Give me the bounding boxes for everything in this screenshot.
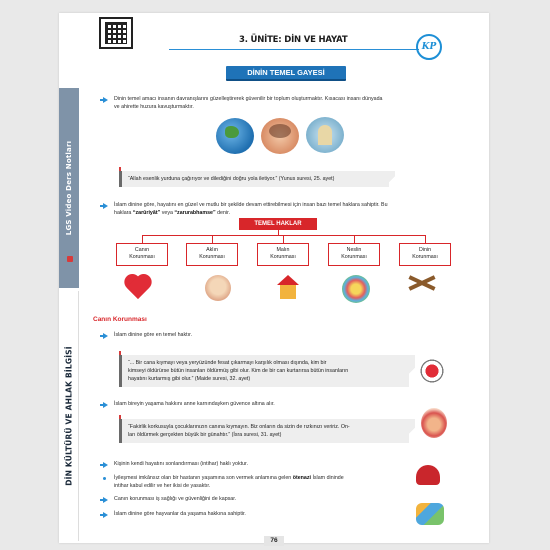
section-banner: [226, 66, 346, 81]
side-tab-course: [59, 291, 79, 541]
unit-title: 3. ÜNİTE: DİN VE HAYAT: [239, 35, 348, 45]
house-icon: [275, 275, 307, 301]
quote-isra: “Fakirlik korkusuyla çocuklarınızın canına kıymayın. Biz onların da sizin de rızkınızı veririz. On- ları öldürmek gerçekten büyük bir günahtır.” (İsra suresi, 31. ayet): [119, 419, 409, 443]
tree-connector: [212, 235, 213, 243]
stethoscope-heart-image: [419, 358, 445, 384]
quran-stand-icon: [406, 275, 438, 301]
intro-line-2: ve ahirette huzura kavuşturmaktır.: [114, 104, 194, 110]
bullet-dot-icon: [103, 477, 106, 480]
life-paragraph-2: İslam bireyin yaşama hakkını anne karnındayken güvence altına alır.: [114, 401, 275, 407]
arrow-bullet-icon: [100, 402, 108, 408]
quote-yunus: [119, 171, 389, 187]
publisher-logo: KP: [416, 34, 442, 60]
heart-icon: [122, 275, 154, 301]
intro-paragraph: [114, 95, 464, 111]
life-paragraph-4: İyileşmesi imkânsız olan bir hastanın yaşamına son vermek anlamına gelen ötenazi İslam dininde intihar kabul edilir ve her ikisi de yasaktır.: [114, 475, 344, 489]
children-icon: [342, 275, 370, 303]
section-subtitle-life: Canın Korunması: [93, 316, 147, 323]
arrow-bullet-icon: [100, 497, 108, 503]
rights-paragraph: [114, 201, 464, 217]
basic-rights-title: TEMEL HAKLAR: [254, 221, 302, 227]
basic-rights-banner: [239, 218, 317, 230]
intro-line-1: Dinin temel amacı insanın davranışlarını güzelleştirerek güvenilir bir toplum oluşturmaktır. Kısacası insanı dünyada: [114, 96, 383, 102]
side-tab-video-label: LGS Video Ders Notları: [65, 140, 73, 236]
term-zaruriyat: “zarûriyât”: [132, 210, 161, 216]
right-box-property: Malın Korunması: [257, 243, 309, 266]
page-number: 76: [264, 536, 284, 546]
document-page: [59, 13, 489, 543]
side-tab-course-label: DİN KÜLTÜRÜ VE AHLAK BİLGİSİ: [64, 346, 73, 486]
right-box-mind: Aklın Korunması: [186, 243, 238, 266]
baby-womb-image: [421, 408, 447, 438]
family-image: [261, 118, 299, 154]
life-paragraph-1: İslam dinine göre en temel haktır.: [114, 332, 193, 338]
right-box-religion: Dinin Korunması: [399, 243, 451, 266]
brain-icon: [205, 275, 231, 301]
tab-marker-icon: [67, 256, 73, 262]
tree-connector: [142, 235, 143, 243]
globe-image: [216, 118, 254, 154]
arrow-bullet-icon: [100, 333, 108, 339]
rights-line-1: İslam dinine göre, hayatını en güzel ve mutlu bir şekilde devam ettirebilmesi için insan bazı temel haklara sahiptir. Bu: [114, 202, 388, 208]
life-paragraph-6: İslam dinine göre hayvanlar da yaşama hakkına sahiptir.: [114, 511, 246, 517]
section-title: DİNİN TEMEL GAYESİ: [247, 68, 325, 77]
life-paragraph-5: Canın korunması iş sağlığı ve güvenliğini de kapsar.: [114, 496, 237, 502]
side-tab-video-notes: [59, 88, 79, 288]
safety-helmet-image: [416, 465, 440, 485]
right-box-lineage: Neslin Korunması: [328, 243, 380, 266]
rights-line-2: haklara “zarûriyât” veya “zarurabhamse” denir.: [114, 210, 231, 216]
header-divider: [169, 49, 419, 50]
arrow-bullet-icon: [100, 462, 108, 468]
qr-code-icon[interactable]: [105, 22, 127, 44]
quote-yunus-text: “Allah esenlik yurduna çağırıyor ve dilediğini doğru yola iletiyor.” (Yunus suresi, 25. ayet): [128, 176, 335, 182]
tree-connector: [425, 235, 426, 243]
tree-connector: [283, 235, 284, 243]
toys-image: [416, 503, 444, 525]
arrow-bullet-icon: [100, 97, 108, 103]
right-box-life: Canın Korunması: [116, 243, 168, 266]
mosque-image: [306, 117, 344, 153]
life-paragraph-3: Kişinin kendi hayatını sonlandırması (intihar) haklı yoktur.: [114, 461, 248, 467]
tree-connector: [354, 235, 355, 243]
quote-maide: “... Bir cana kıymayı veya yeryüzünde fesat çıkarmayı karşılık olması dışında, kim bir kimseyi öldürürse bütün insanları öldürmüş gibi olur. Kim de bir can kurtarırsa bütün insanların hayatını kurtarmış gibi olur.” (Maide suresi, 32. ayet): [119, 355, 409, 387]
term-zarurabhamse: “zarurabhamse”: [174, 210, 216, 216]
term-euthanasia: ötenazi: [292, 475, 311, 481]
arrow-bullet-icon: [100, 512, 108, 518]
arrow-bullet-icon: [100, 203, 108, 209]
